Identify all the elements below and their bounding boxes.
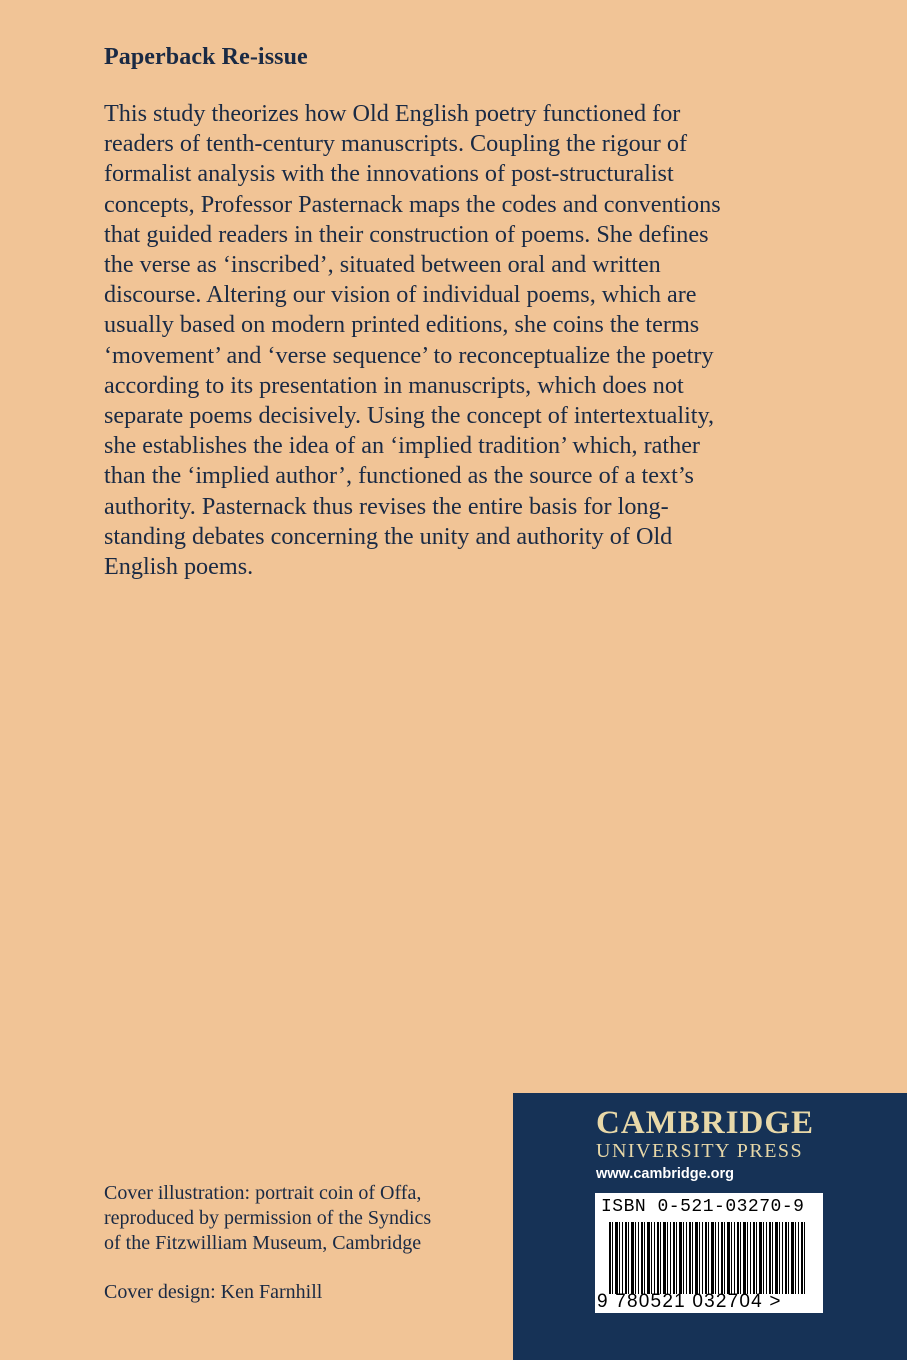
publisher-subtitle: UNIVERSITY PRESS (596, 1140, 804, 1162)
blurb-line: This study theorizes how Old English poetry functioned for (104, 100, 681, 127)
credit-line: Cover illustration: portrait coin of Offa, (104, 1182, 422, 1204)
blurb-line: she establishes the idea of an ‘implied tradition’ which, rather (104, 432, 700, 460)
isbn-barcode (595, 1193, 823, 1313)
blurb-line: the verse as ‘inscribed’, situated between oral and written (104, 251, 661, 279)
book-description (104, 99, 794, 582)
credit-line: of the Fitzwilliam Museum, Cambridge (104, 1232, 422, 1254)
publisher-url: www.cambridge.org (596, 1166, 735, 1182)
blurb-line: separate poems decisively. Using the concept of intertextuality, (104, 402, 715, 430)
barcode-bars (609, 1222, 807, 1294)
blurb-line: readers of tenth-century manuscripts. Coupling the rigour of (104, 130, 688, 158)
back-cover-heading: Paperback Re-issue (104, 44, 308, 70)
blurb-line: concepts, Professor Pasternack maps the codes and conventions (104, 190, 721, 218)
cover-design-credit: Cover design: Ken Farnhill (104, 1281, 323, 1303)
blurb-line: standing debates concerning the unity and authority of Old (104, 522, 673, 550)
credit-line: reproduced by permission of the Syndics (104, 1207, 432, 1229)
blurb-line: authority. Pasternack thus revises the entire basis for long- (104, 492, 669, 520)
cover-illustration-credit (104, 1181, 431, 1256)
isbn-label: ISBN 0-521-03270-9 (601, 1197, 805, 1217)
blurb-line: than the ‘implied author’, functioned as the source of a text’s (104, 462, 694, 490)
blurb-line: usually based on modern printed editions, she coins the terms (104, 311, 700, 339)
publisher-panel (513, 1093, 907, 1360)
blurb-line: formalist analysis with the innovations of post-structuralist (104, 160, 674, 188)
blurb-line: that guided readers in their construction of poems. She defines (104, 220, 709, 248)
ean-number: 9 780521 032704 > (597, 1291, 782, 1312)
blurb-line: according to its presentation in manuscripts, which does not (104, 371, 684, 399)
blurb-line: discourse. Altering our vision of individual poems, which are (104, 281, 697, 309)
blurb-line: English poems. (104, 553, 254, 581)
publisher-name: CAMBRIDGE (596, 1105, 815, 1141)
blurb-line: ‘movement’ and ‘verse sequence’ to reconceptualize the poetry (104, 341, 714, 369)
